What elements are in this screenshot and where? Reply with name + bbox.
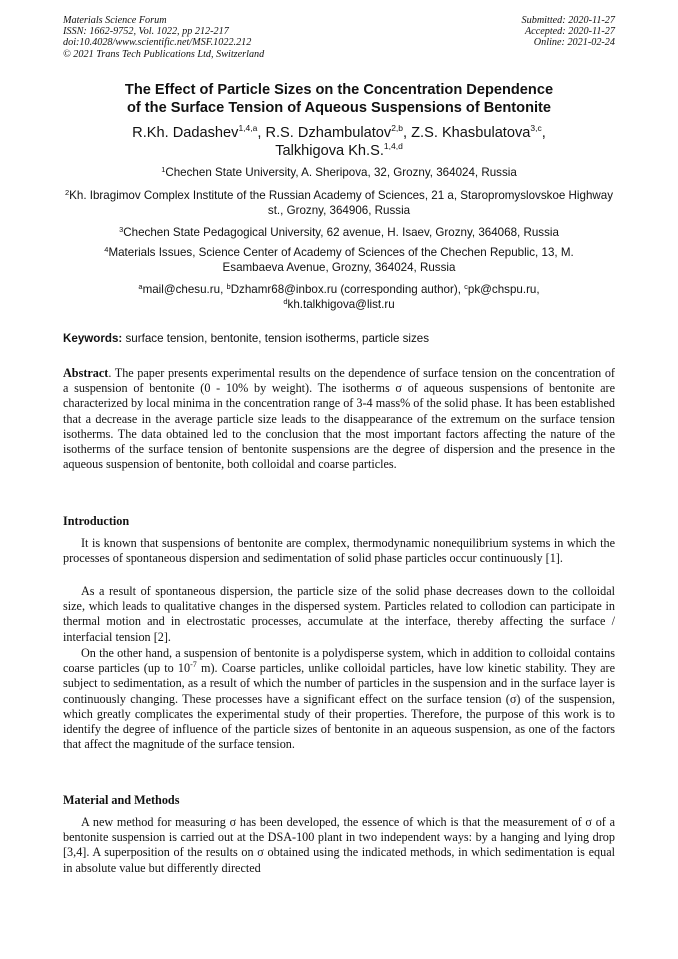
author-affiliation-sup: 1,4,a bbox=[238, 123, 258, 133]
affiliation-sup: 1 bbox=[161, 165, 166, 174]
affiliation-text: Materials Issues, Science Center of Academy of Sciences of the Chechen Republic, 13, M. Esambaeva Avenue, Grozny, 364024, Russia bbox=[108, 246, 574, 274]
affiliation-text: Chechen State University, A. Sheripova, 32, Grozny, 364024, Russia bbox=[165, 166, 517, 179]
affiliation-text: Kh. Ibragimov Complex Institute of the Russian Academy of Sciences, 21 a, Staropromyslovskoe Highway st., Grozny, 364906, Russia bbox=[69, 189, 614, 217]
author-line-1 bbox=[63, 124, 615, 142]
doi[interactable]: doi:10.4028/www.scientific.net/MSF.1022.212 bbox=[63, 37, 252, 49]
intro-paragraph-3 bbox=[63, 646, 615, 752]
methods-paragraph-1: A new method for measuring σ has been developed, the essence of which is that the measurement of σ of a bentonite suspension is carried out at the DSA-100 plant in two independent ways: by a hanging and lying drop [3,4]. A superposition of the results on σ obtained using the indicated methods, in which sedimentation is equal in absolute value but differently directed bbox=[63, 815, 615, 875]
author-name: , R.S. Dzhambulatov bbox=[257, 125, 392, 141]
author-name: , Z.S. Khasbulatova bbox=[403, 125, 531, 141]
title-line-2: of the Surface Tension of Aqueous Suspensions of Bentonite bbox=[126, 100, 552, 116]
author-separator: , bbox=[541, 125, 546, 141]
author-name: Talkhigova Kh.S. bbox=[275, 143, 384, 159]
author-affiliation-sup: 3,c bbox=[530, 123, 542, 133]
paper-title bbox=[63, 81, 615, 117]
journal-name: Materials Science Forum bbox=[63, 15, 167, 26]
intro-paragraph-2: As a result of spontaneous dispersion, the particle size of the solid phase decreases down to the colloidal size, which leads to qualitative changes in the dispersed system. Particles related to collodion can participate in thermal motion and in electrostatic processes, accumulate at the interface, thereby affecting the surface / interfacial tension [2]. bbox=[63, 584, 615, 644]
intro-paragraph-1: It is known that suspensions of bentonite are complex, thermodynamic nonequilibrium systems in which the processes of spontaneous dispersion and sedimentation of solid phase particles occur continuously [1]. bbox=[63, 536, 615, 566]
methods-heading: Material and Methods bbox=[63, 793, 180, 807]
affiliation-sup: 4 bbox=[104, 245, 109, 254]
affiliation-sup: 2 bbox=[64, 188, 70, 197]
author-name: R.Kh. Dadashev bbox=[132, 125, 239, 141]
author-affiliation-sup: 1,4,d bbox=[383, 141, 403, 151]
journal-info bbox=[63, 15, 363, 60]
exponent: -7 bbox=[190, 660, 197, 670]
issn: ISSN: 1662-9752, Vol. 1022, pp 212-217 bbox=[63, 26, 229, 38]
email-line-2 bbox=[63, 298, 615, 313]
email-sup: a bbox=[138, 282, 143, 291]
email-list bbox=[63, 283, 615, 312]
author-list bbox=[63, 124, 615, 160]
intro-paragraph-3-part-1: On the other hand, a suspension of bentonite is a polydisperse system, which in addition to colloidal contains coarse particles (up to 10 bbox=[63, 646, 615, 676]
affiliation-4 bbox=[96, 246, 582, 275]
email-line-1 bbox=[63, 283, 615, 298]
keywords-text: surface tension, bentonite, tension isotherms, particle sizes bbox=[122, 332, 430, 345]
affiliation-sup: 3 bbox=[119, 225, 124, 234]
email-sup: b bbox=[226, 282, 231, 291]
email-d[interactable]: kh.talkhigova@list.ru bbox=[287, 297, 395, 311]
affiliation-1 bbox=[63, 166, 615, 181]
online-date: Online: 2021-02-24 bbox=[533, 37, 615, 49]
introduction-heading: Introduction bbox=[63, 514, 130, 528]
email-sup: d bbox=[283, 296, 288, 306]
accepted-date: Accepted: 2020-11-27 bbox=[524, 26, 615, 38]
keywords-label: Keywords: bbox=[63, 332, 123, 345]
intro-paragraph-3-part-2: m). Coarse particles, unlike colloidal particles, have low kinetic stability. They are subject to sedimentation, as a result of which the number of particles in the suspension and in the surface layer is continuously changing. These processes have a significant effect on the surface tension (σ) of the suspension, which greatly complicates the experimental study of their properties. Therefore, the purpose of this work is to identify the degree of influence of the particle sizes of bentonite in an aqueous suspension, as one of the factors that affect the magnitude of the surface tension. bbox=[63, 661, 615, 752]
author-line-2 bbox=[63, 142, 615, 160]
author-affiliation-sup: 2,b bbox=[391, 123, 404, 133]
email-c[interactable]: pk@chspu.ru, bbox=[467, 283, 540, 296]
email-b[interactable]: Dzhamr68@inbox.ru (corresponding author), bbox=[230, 283, 465, 296]
abstract-text: . The paper presents experimental results on the dependence of surface tension on the concentration of a suspension of bentonite (0 - 10% by weight). The isotherms σ of aqueous suspensions of bentonite are characterized by local minima in the concentration range of 3-4 mass% of the solid phase. It has been established that a decrease in the average particle size leads to the disappearance of the extremum on the surface tension isotherms. The data obtained led to the conclusion that the most important factors affecting the nature of the isotherms of the surface tension of bentonite suspensions are the degree of dispersion and the presence in the aqueous suspension of bentonite, both colloidal and coarse particles. bbox=[63, 366, 615, 472]
affiliation-2 bbox=[61, 189, 617, 218]
email-sup: c bbox=[464, 282, 468, 291]
email-a[interactable]: mail@chesu.ru, bbox=[142, 283, 227, 296]
dates-info bbox=[355, 15, 615, 49]
title-line-1: The Effect of Particle Sizes on the Concentration Dependence bbox=[124, 82, 554, 98]
abstract-label: Abstract bbox=[63, 366, 109, 380]
submitted-date: Submitted: 2020-11-27 bbox=[521, 15, 615, 26]
affiliation-text: Chechen State Pedagogical University, 62 avenue, H. Isaev, Grozny, 364068, Russia bbox=[123, 226, 559, 239]
keywords bbox=[63, 332, 615, 346]
copyright: © 2021 Trans Tech Publications Ltd, Switzerland bbox=[63, 48, 265, 60]
abstract bbox=[63, 366, 615, 472]
affiliation-3 bbox=[63, 226, 615, 241]
